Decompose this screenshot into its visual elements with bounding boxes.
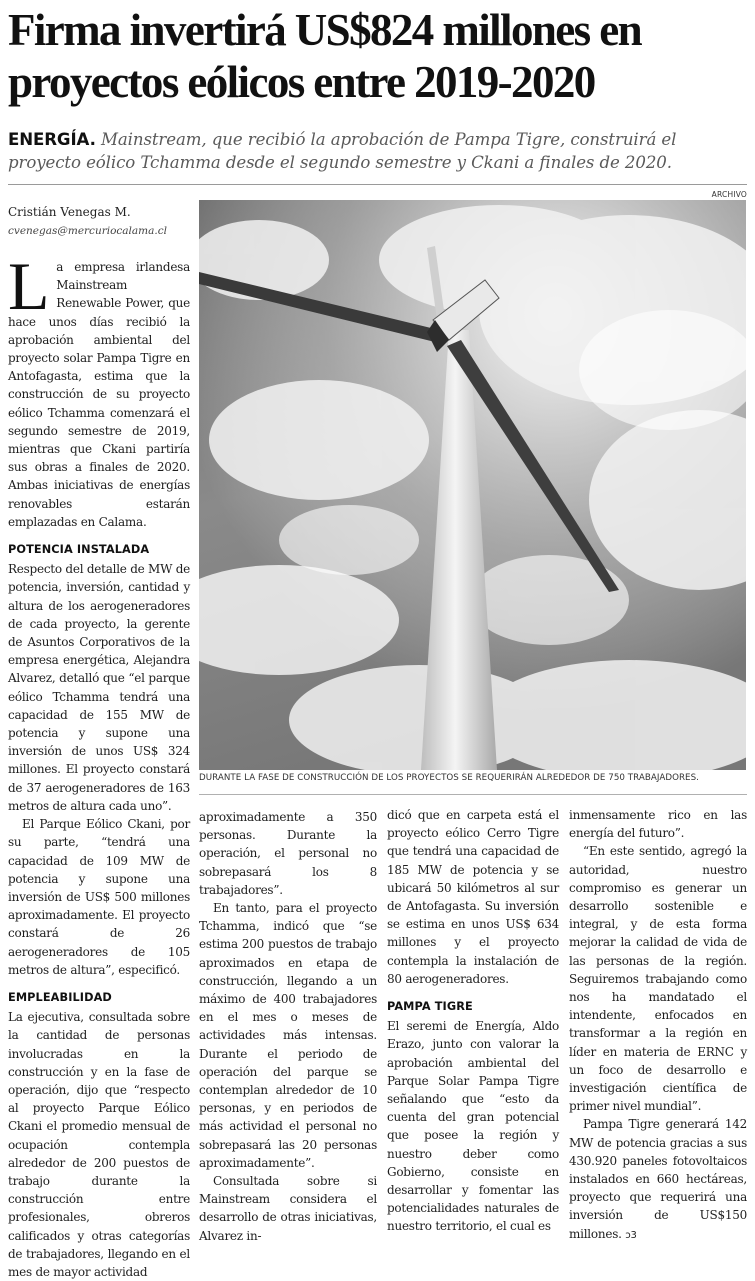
paragraph: La ejecutiva, consultada sobre la cantidad de personas involucradas en la construcción y en la fase de operación, dijo que “respecto al proyecto Parque Eólico Ckani el promedio mensual de ocupación contempla alrededor de 200 puestos de trabajo durante la construcción entre profesionales, obreros calificados y otras categorías de trabajadores, llegando en el mes de mayor actividad [8, 1010, 190, 1279]
headline: Firma invertirá US$824 millones en proyectos eólicos entre 2019-2020 [8, 5, 642, 107]
paragraph [569, 1115, 747, 1244]
deck-divider [8, 184, 747, 185]
paragraph: Consultada sobre si Mainstream considera el desarrollo de otras iniciativas, Alvarez in- [199, 1174, 377, 1243]
column-4 [569, 806, 747, 1245]
column-3 [387, 806, 559, 1236]
paragraph: Respecto del detalle de MW de potencia, inversión, cantidad y altura de los aerogeneradores de cada proyecto, la gerente de Asuntos Corporativos de la empresa energética, Alejandra Alvarez, detalló que “el parque eólico Tchamma tendrá una capacidad de 155 MW de potencia y supone una inversión de unos US$ 324 millones. El proyecto constará de 37 aerogeneradores de 163 metros de altura cada uno”. [8, 562, 191, 813]
deck-text: Mainstream, que recibió la aprobación de Pampa Tigre, construirá el proyecto eólico Tchamma desde el segundo semestre y Ckani a finales de 2020. [8, 130, 677, 172]
column-2 [199, 808, 377, 1245]
paragraph: aproximadamente a 350 personas. Durante la operación, el personal no sobrepasará los 8 trabajadores”. [199, 810, 377, 897]
wind-turbine-photo [199, 200, 746, 770]
paragraph: El Parque Eólico Ckani, por su parte, “tendrá una capacidad de 109 MW de potencia y supone una inversión de US$ 500 millones aproximadamente. El proyecto constará de 26 aerogeneradores de 105 metros de altura”, especificó. [8, 817, 190, 977]
drop-cap: L [8, 248, 50, 324]
end-mark-icon: ↄ3 [625, 1229, 637, 1241]
lead-paragraph [8, 248, 190, 531]
lead-text: a empresa irlandesa Mainstream Renewable Power, que hace unos días recibió la aprobación ambiental del proyecto solar Pampa Tigre en Antofagasta, estima que la construcción de su proyecto eólico Tchamma comenzará el segundo semestre de 2019, mientras que Ckani partiría sus obras a finales de 2020. Ambas iniciativas de energías renovables estarán emplazadas en Calama. [8, 260, 190, 529]
subhead-empleabilidad: EMPLEABILIDAD [8, 990, 112, 1004]
author-email: cvenegas@mercuriocalama.cl [8, 225, 167, 237]
article-deck [8, 128, 748, 174]
photo-credit: ARCHIVO [711, 190, 747, 199]
paragraph: dicó que en carpeta está el proyecto eólico Cerro Tigre que tendrá una capacidad de 185 MW de potencia y se ubicará 50 kilómetros al sur de Antofagasta. Su inversión se estima en unos US$ 634 millones y el proyecto contempla la instalación de 80 aerogeneradores. [387, 808, 559, 986]
author-byline: Cristián Venegas M. [8, 205, 131, 219]
column-1 [8, 248, 191, 1281]
section-label: ENERGÍA. [8, 130, 96, 149]
caption-divider [199, 794, 747, 795]
closing-text: Pampa Tigre generará 142 MW de potencia gracias a sus 430.920 paneles fotovoltaicos instalados en 660 hectáreas, proyecto que requerirá una inversión de US$150 millones. [569, 1117, 747, 1241]
paragraph: En tanto, para el proyecto Tchamma, indicó que “se estima 200 puestos de trabajo aproximados en etapa de construcción, llegando a un máximo de 400 trabajadores en el mes o meses de actividades más intensas. Durante el periodo de operación del parque se contemplan alrededor de 10 personas, y en periodos de más actividad el personal no sobrepasará las 20 personas aproximadamente”. [199, 901, 377, 1170]
subhead-pampa-tigre: PAMPA TIGRE [387, 1000, 473, 1014]
subhead-potencia: POTENCIA INSTALADA [8, 543, 150, 557]
paragraph: inmensamente rico en las energía del futuro”. [569, 808, 747, 841]
paragraph: El seremi de Energía, Aldo Erazo, junto con valorar la aprobación ambiental del Parque Solar Pampa Tigre señalando que “esto da cuenta del gran potencial que posee la región y nuestro deber como Gobierno, consiste en desarrollar y fomentar las potencialidades naturales de nuestro territorio, el cual es [387, 1019, 559, 1234]
photo-caption: DURANTE LA FASE DE CONSTRUCCIÓN DE LOS PROYECTOS SE REQUERIRÁN ALREDEDOR DE 750 TRABAJADORES. [199, 773, 699, 783]
paragraph: “En este sentido, agregó la autoridad, nuestro compromiso es generar un desarrollo sostenible e integral, y de esta forma mejorar la calidad de vida de las personas de la región. Seguiremos trabajando como nos ha mandatado el intendente, enfocados en transformar a la región en líder en materia de ERNC y un foco de desarrollo e investigación científica de primer nivel mundial”. [569, 844, 747, 1114]
